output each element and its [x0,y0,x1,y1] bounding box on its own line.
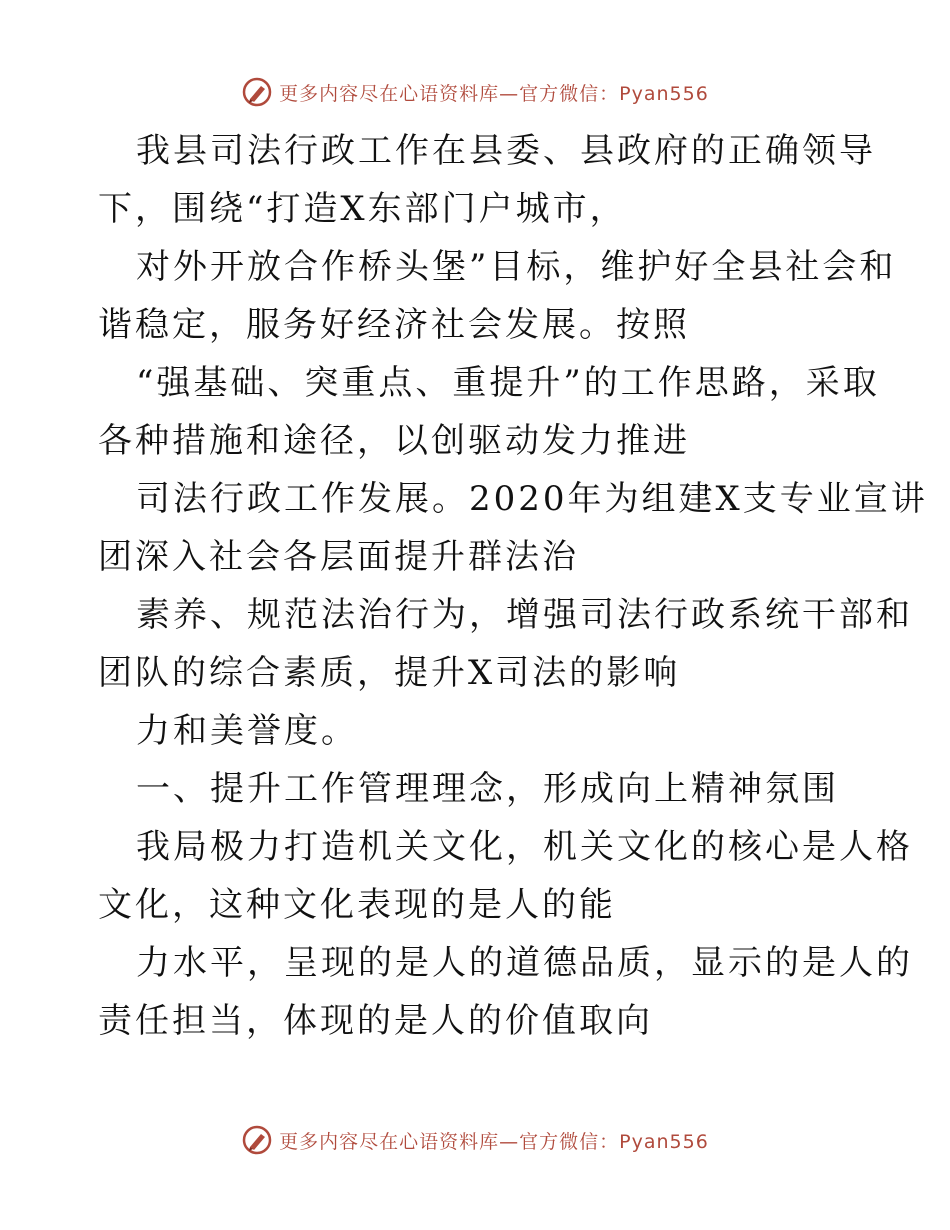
text-line: 谐稳定，服务好经济社会发展。按照 [98,305,690,345]
section-heading: 一、提升工作管理理念，形成向上精神氛围 [136,769,839,809]
text-line: 文化，这种文化表现的是人的能 [98,885,616,925]
text-line: 力和美誉度。 [136,711,358,751]
text-line: 各种措施和途径，以创驱动发力推进 [98,421,690,461]
header-watermark [0,72,950,112]
pen-logo-icon [241,1124,273,1156]
footer-watermark [0,1120,950,1160]
text-line: 我县司法行政工作在县委、县政府的正确领导 [136,131,876,171]
text-line: 素养、规范法治行为，增强司法行政系统干部和 [136,595,913,635]
text-line: 力水平，呈现的是人的道德品质，显示的是人的 [136,943,913,983]
text-line: 团队的综合素质，提升X司法的影响 [98,653,681,693]
pen-logo-icon [241,76,273,108]
text-line: 我局极力打造机关文化，机关文化的核心是人格 [136,827,913,867]
watermark-text: 更多内容尽在心语资料库—官方微信：Pyan556 [279,1130,709,1153]
text-line: 责任担当，体现的是人的价值取向 [98,1001,653,1041]
text-line: “强基础、突重点、重提升”的工作思路，采取 [136,363,880,403]
text-line: 司法行政工作发展。2020年为组建X支专业宣讲 [136,479,928,519]
text-line: 对外开放合作桥头堡”目标，维护好全县社会和 [136,247,897,287]
document-body [98,122,928,1050]
text-line: 团深入社会各层面提升群法治 [98,537,579,577]
text-line: 下，围绕“打造X东部门户城市， [98,189,627,229]
watermark-text: 更多内容尽在心语资料库—官方微信：Pyan556 [279,82,709,105]
